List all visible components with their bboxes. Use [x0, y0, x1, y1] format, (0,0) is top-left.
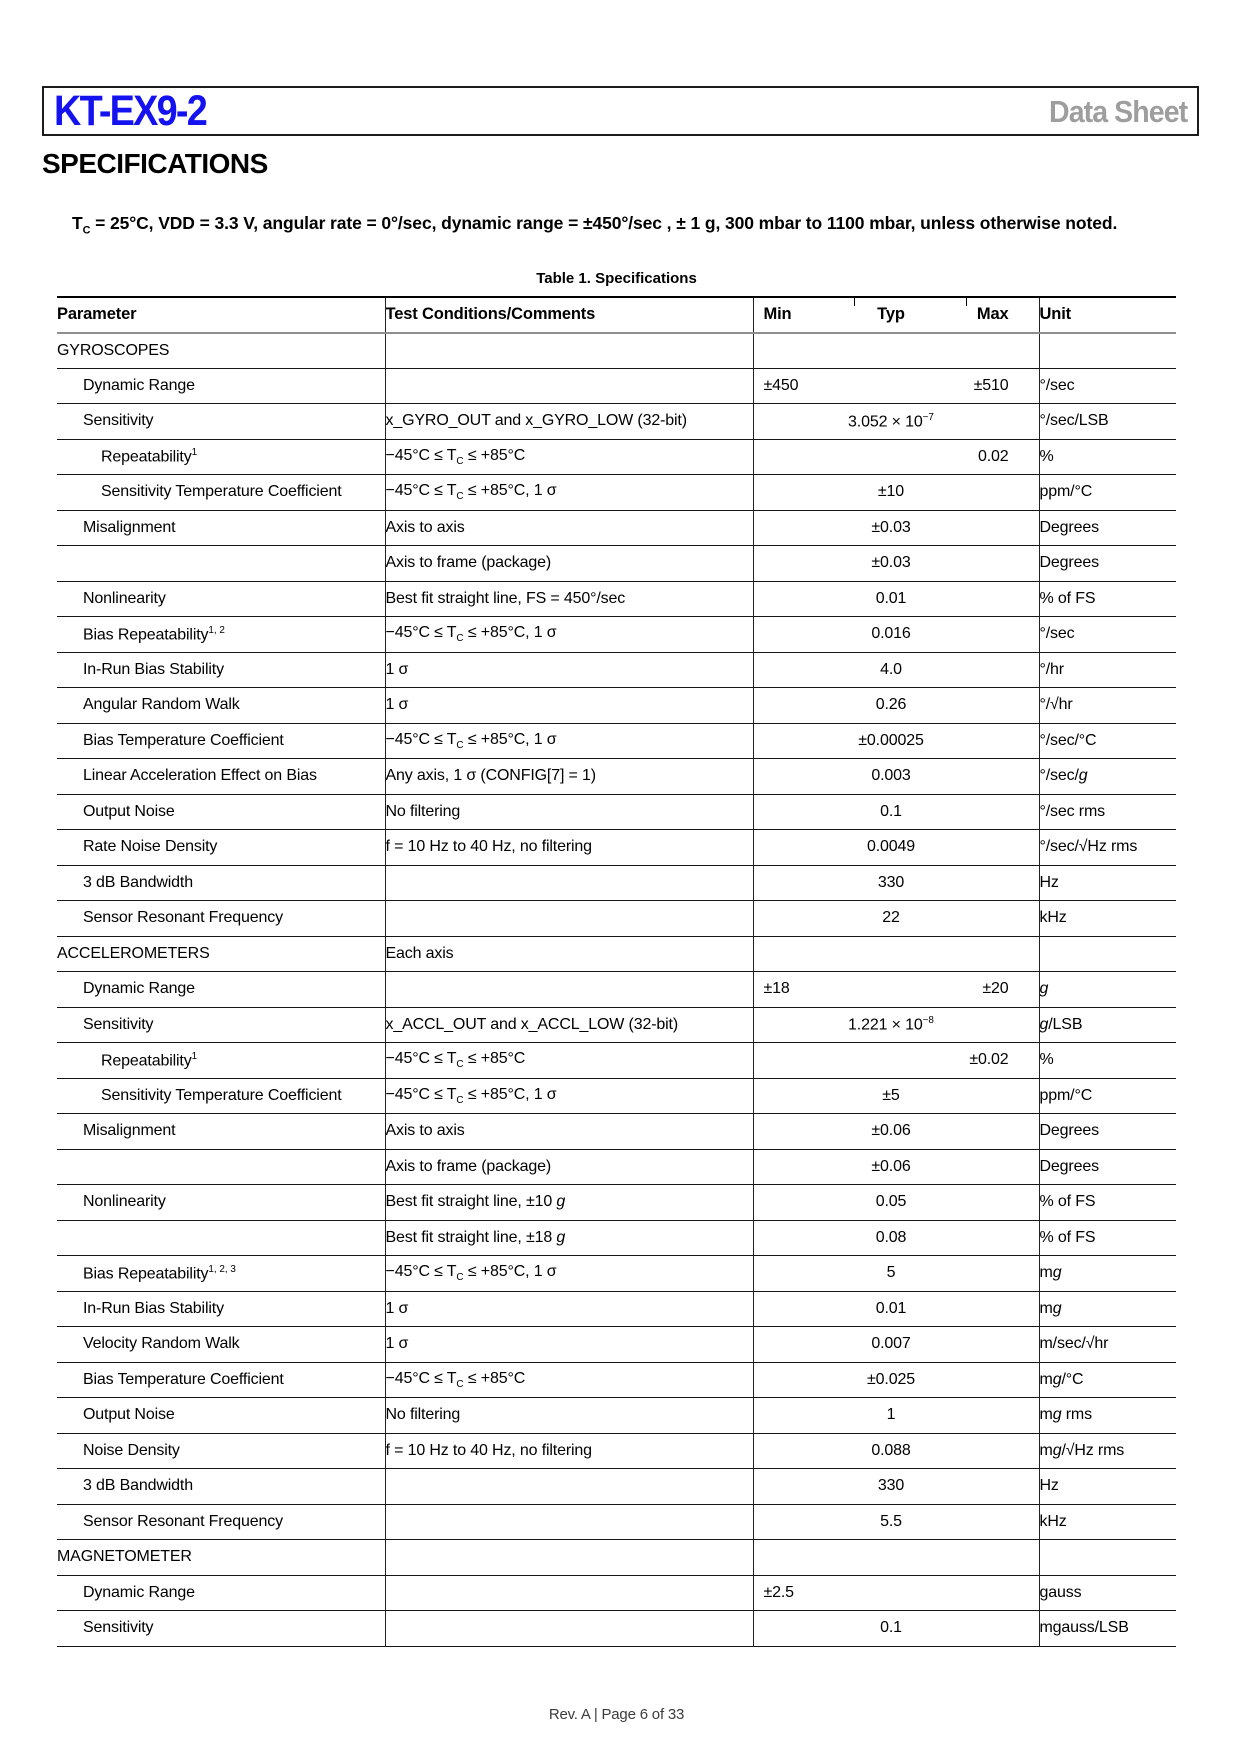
min-typ-max-cell [753, 368, 1039, 404]
spec-row [57, 723, 1176, 759]
min-typ-max-cell [753, 546, 1039, 582]
min-typ-max-cell [753, 794, 1039, 830]
spec-row [57, 901, 1176, 937]
unit-cell: ppm/°C [1039, 483, 1093, 501]
spec-row [57, 546, 1176, 582]
min-typ-max-cell [753, 1469, 1039, 1505]
typ-value: 330 [877, 1477, 905, 1495]
typ-value: 0.1 [880, 1619, 902, 1637]
typ-value: 0.088 [871, 1441, 911, 1459]
typ-value: 0.05 [875, 1193, 907, 1211]
unit-cell: Degrees [1039, 1122, 1099, 1140]
unit-cell: Degrees [1039, 518, 1099, 536]
parameter-cell: Misalignment [57, 510, 385, 546]
min-typ-max-cell [753, 1007, 1039, 1043]
unit-cell: mg [1039, 1299, 1062, 1317]
min-typ-max-cell [753, 1256, 1039, 1292]
unit-cell: kHz [1039, 909, 1067, 927]
unit-cell: Degrees [1039, 1157, 1099, 1175]
typ-value: 330 [877, 873, 905, 891]
parameter-cell: Sensitivity [57, 1007, 385, 1043]
parameter-cell: Bias Temperature Coefficient [57, 1362, 385, 1398]
min-typ-max-cell [753, 1575, 1039, 1611]
condition-cell: 1 σ [385, 652, 753, 688]
unit-cell: Hz [1039, 1477, 1059, 1495]
unit-cell [1039, 333, 1176, 369]
condition-cell: f = 10 Hz to 40 Hz, no filtering [385, 1433, 753, 1469]
typ-value: 4.0 [880, 660, 902, 678]
min-typ-max-cell [753, 1291, 1039, 1327]
typ-value: 0.016 [871, 625, 911, 643]
condition-cell: x_ACCL_OUT and x_ACCL_LOW (32-bit) [385, 1007, 753, 1043]
condition-cell [385, 865, 753, 901]
min-typ-max-cell [753, 1078, 1039, 1114]
spec-row [57, 1575, 1176, 1611]
min-typ-max-cell [753, 439, 1039, 475]
parameter-cell: 3 dB Bandwidth [57, 1469, 385, 1505]
unit-cell: % of FS [1039, 1228, 1096, 1246]
column-divider-tick [966, 298, 967, 306]
min-typ-max-cell [753, 830, 1039, 866]
typ-value: ±0.06 [871, 1122, 911, 1140]
typ-value: 0.08 [875, 1228, 907, 1246]
min-typ-max-cell [753, 759, 1039, 795]
page-title: SPECIFICATIONS [42, 148, 268, 179]
min-typ-max-cell [753, 1327, 1039, 1363]
min-value: ±2.5 [763, 1583, 794, 1601]
parameter-cell: Dynamic Range [57, 972, 385, 1008]
parameter-cell: Angular Random Walk [57, 688, 385, 724]
typ-value: 5 [886, 1264, 896, 1282]
min-typ-max-cell [753, 1220, 1039, 1256]
unit-cell: % [1039, 447, 1054, 465]
specifications-table [57, 296, 1176, 1647]
unit-cell: m/sec/√hr [1039, 1335, 1109, 1353]
condition-cell: $-45^\circ C \le T_C \le +85^\circ C$ [385, 1043, 753, 1079]
typ-value: ±10 [877, 483, 905, 501]
column-header-conditions: Test Conditions/Comments [385, 297, 753, 333]
unit-cell: °/sec/°C [1039, 731, 1097, 749]
table-title: Table 1. Specifications [536, 270, 697, 287]
spec-row [57, 759, 1176, 795]
parameter-cell: Sensitivity Temperature Coefficient [57, 475, 385, 511]
condition-cell: x_GYRO_OUT and x_GYRO_LOW (32-bit) [385, 404, 753, 440]
spec-row [57, 1433, 1176, 1469]
section-row [57, 936, 1176, 972]
unit-cell: °/sec [1039, 376, 1075, 394]
typ-value: 22 [882, 909, 900, 927]
condition-cell: Best fit straight line, ±10 g [385, 1185, 753, 1221]
section-row [57, 333, 1176, 369]
condition-cell [385, 972, 753, 1008]
max-value: ±0.02 [969, 1051, 1009, 1069]
typ-value: ±0.06 [871, 1157, 911, 1175]
parameter-cell [57, 546, 385, 582]
spec-row [57, 1007, 1176, 1043]
unit-cell: % of FS [1039, 1193, 1096, 1211]
spec-row [57, 1185, 1176, 1221]
unit-cell: gauss [1039, 1583, 1082, 1601]
typ-value: ±5 [882, 1086, 900, 1104]
spec-row [57, 1149, 1176, 1185]
min-typ-max-cell [753, 510, 1039, 546]
parameter-cell [57, 1149, 385, 1185]
spec-row [57, 404, 1176, 440]
condition-cell: Axis to axis [385, 510, 753, 546]
column-header-min-typ-max [753, 297, 1039, 333]
parameter-cell: Noise Density [57, 1433, 385, 1469]
condition-cell: 1 σ [385, 1291, 753, 1327]
parameter-cell: Bias Temperature Coefficient [57, 723, 385, 759]
min-typ-max-cell [753, 333, 1039, 369]
unit-cell: Hz [1039, 873, 1059, 891]
typ-value: 0.01 [875, 1299, 907, 1317]
min-typ-max-cell [753, 1114, 1039, 1150]
min-value: ±18 [763, 980, 790, 998]
spec-row [57, 794, 1176, 830]
parameter-cell: Nonlinearity [57, 581, 385, 617]
spec-row [57, 510, 1176, 546]
parameter-cell: Misalignment [57, 1114, 385, 1150]
table-header-row [57, 297, 1176, 333]
condition-cell: $-45^\circ C \le T_C \le +85^\circ C$, 1 σ [385, 723, 753, 759]
unit-cell: % of FS [1039, 589, 1096, 607]
parameter-cell: Sensitivity [57, 1611, 385, 1647]
test-conditions-note: $T_C = 25^\circ C$, VDD = 3.3 V, angular rate = 0°/sec, dynamic range = ±450°/sec , ± 1 g, 300 mbar to 1100 mbar, unless otherwise noted. [72, 213, 1118, 237]
column-header-max: Max [976, 305, 1009, 324]
min-typ-max-cell [753, 1362, 1039, 1398]
condition-cell: $-45^\circ C \le T_C \le +85^\circ C$, 1 σ [385, 617, 753, 653]
unit-cell: °/sec/g [1039, 767, 1088, 785]
column-divider-tick [854, 298, 855, 306]
unit-cell: °/sec [1039, 625, 1075, 643]
max-value: ±20 [982, 980, 1009, 998]
parameter-cell: Velocity Random Walk [57, 1327, 385, 1363]
condition-cell: $-45^\circ C \le T_C \le +85^\circ C$, 1 σ [385, 1256, 753, 1292]
condition-cell [385, 901, 753, 937]
section-label: MAGNETOMETER [57, 1540, 385, 1576]
unit-cell: Degrees [1039, 554, 1099, 572]
min-typ-max-cell [753, 617, 1039, 653]
condition-cell [385, 1575, 753, 1611]
typ-value: ±0.00025 [858, 731, 924, 749]
column-header-min: Min [763, 305, 792, 324]
condition-cell: f = 10 Hz to 40 Hz, no filtering [385, 830, 753, 866]
min-typ-max-cell [753, 1149, 1039, 1185]
parameter-cell: Output Noise [57, 794, 385, 830]
condition-cell [385, 1540, 753, 1576]
min-typ-max-cell [753, 475, 1039, 511]
spec-row [57, 581, 1176, 617]
max-value: 0.02 [977, 447, 1009, 465]
typ-value: ±0.03 [871, 554, 911, 572]
unit-cell: mgauss/LSB [1039, 1619, 1129, 1637]
parameter-cell: Sensor Resonant Frequency [57, 901, 385, 937]
min-typ-max-cell [753, 723, 1039, 759]
typ-value: $3.052 \times 10^{-7}$ [848, 411, 934, 430]
condition-cell: $-45^\circ C \le T_C \le +85^\circ C$ [385, 1362, 753, 1398]
spec-row [57, 688, 1176, 724]
typ-value: ±0.03 [871, 518, 911, 536]
parameter-cell: 3 dB Bandwidth [57, 865, 385, 901]
parameter-cell [57, 1220, 385, 1256]
spec-row [57, 1611, 1176, 1647]
doc-type-label: Data Sheet [1048, 93, 1187, 129]
min-value: ±450 [763, 376, 799, 394]
unit-cell: ppm/°C [1039, 1086, 1093, 1104]
min-typ-max-cell [753, 1185, 1039, 1221]
column-header-parameter: Parameter [57, 297, 385, 333]
section-row [57, 1540, 1176, 1576]
parameter-cell: Repeatability$^1$ [57, 1043, 385, 1079]
page-header [42, 86, 1199, 136]
condition-cell [385, 1611, 753, 1647]
spec-row [57, 1398, 1176, 1434]
typ-value: 0.01 [875, 589, 907, 607]
spec-row [57, 830, 1176, 866]
condition-cell: Best fit straight line, FS = 450°/sec [385, 581, 753, 617]
parameter-cell: Dynamic Range [57, 1575, 385, 1611]
spec-row [57, 652, 1176, 688]
spec-row [57, 1504, 1176, 1540]
condition-cell: 1 σ [385, 688, 753, 724]
min-typ-max-cell [753, 652, 1039, 688]
min-typ-max-cell [753, 688, 1039, 724]
condition-cell [385, 1469, 753, 1505]
parameter-cell: Linear Acceleration Effect on Bias [57, 759, 385, 795]
spec-row [57, 972, 1176, 1008]
typ-value: 5.5 [880, 1512, 902, 1530]
condition-cell: $-45^\circ C \le T_C \le +85^\circ C$, 1 σ [385, 1078, 753, 1114]
unit-cell: mg [1039, 1264, 1062, 1282]
min-typ-max-cell [753, 1433, 1039, 1469]
condition-cell: Each axis [385, 936, 753, 972]
parameter-cell: Sensitivity [57, 404, 385, 440]
condition-cell: $-45^\circ C \le T_C \le +85^\circ C$ [385, 439, 753, 475]
min-typ-max-cell [753, 1043, 1039, 1079]
parameter-cell: In-Run Bias Stability [57, 1291, 385, 1327]
condition-cell [385, 368, 753, 404]
min-typ-max-cell [753, 404, 1039, 440]
parameter-cell: Sensitivity Temperature Coefficient [57, 1078, 385, 1114]
unit-cell: g/LSB [1039, 1015, 1083, 1033]
condition-cell: No filtering [385, 794, 753, 830]
typ-value: 0.26 [875, 696, 907, 714]
unit-cell: °/hr [1039, 660, 1064, 678]
spec-row [57, 1327, 1176, 1363]
column-header-typ: Typ [877, 305, 905, 324]
condition-cell: Best fit straight line, ±18 g [385, 1220, 753, 1256]
min-typ-max-cell [753, 1611, 1039, 1647]
typ-value: $1.221 \times 10^{-8}$ [848, 1015, 934, 1034]
min-typ-max-cell [753, 865, 1039, 901]
product-title: KT-EX9-2 [54, 86, 207, 135]
unit-cell: °/√hr [1039, 696, 1073, 714]
typ-value: 1 [886, 1406, 896, 1424]
spec-row [57, 1114, 1176, 1150]
unit-cell: kHz [1039, 1512, 1067, 1530]
unit-cell: % [1039, 1051, 1054, 1069]
parameter-cell: Rate Noise Density [57, 830, 385, 866]
spec-row [57, 439, 1176, 475]
condition-cell: No filtering [385, 1398, 753, 1434]
column-header-unit: Unit [1039, 305, 1071, 324]
unit-cell [1039, 1540, 1176, 1576]
parameter-cell: Repeatability$^1$ [57, 439, 385, 475]
min-typ-max-cell [753, 1504, 1039, 1540]
spec-row [57, 1078, 1176, 1114]
typ-value: ±0.025 [867, 1370, 915, 1388]
unit-cell: °/sec rms [1039, 802, 1105, 820]
condition-cell: Axis to axis [385, 1114, 753, 1150]
unit-cell: mg rms [1039, 1406, 1092, 1424]
unit-cell: g [1039, 980, 1049, 998]
condition-cell [385, 333, 753, 369]
parameter-cell: Nonlinearity [57, 1185, 385, 1221]
section-label: ACCELEROMETERS [57, 936, 385, 972]
parameter-cell: Bias Repeatability$^{1, 2}$ [57, 617, 385, 653]
spec-row [57, 475, 1176, 511]
spec-row [57, 368, 1176, 404]
typ-value: 0.003 [871, 767, 911, 785]
max-value: ±510 [973, 376, 1009, 394]
unit-cell [1039, 936, 1176, 972]
condition-cell: Axis to frame (package) [385, 1149, 753, 1185]
typ-value: 0.0049 [866, 838, 916, 856]
spec-row [57, 1469, 1176, 1505]
unit-cell: mg/√Hz rms [1039, 1441, 1125, 1459]
spec-row [57, 1362, 1176, 1398]
min-typ-max-cell [753, 1540, 1039, 1576]
condition-cell [385, 1504, 753, 1540]
min-typ-max-cell [753, 972, 1039, 1008]
min-typ-max-cell [753, 936, 1039, 972]
spec-row [57, 1220, 1176, 1256]
spec-row [57, 617, 1176, 653]
spec-row [57, 1256, 1176, 1292]
typ-value: 0.1 [880, 802, 902, 820]
condition-cell: 1 σ [385, 1327, 753, 1363]
parameter-cell: Dynamic Range [57, 368, 385, 404]
unit-cell: mg/°C [1039, 1370, 1084, 1388]
unit-cell: °/sec/√Hz rms [1039, 838, 1138, 856]
unit-cell: °/sec/LSB [1039, 412, 1109, 430]
parameter-cell: In-Run Bias Stability [57, 652, 385, 688]
min-typ-max-cell [753, 1398, 1039, 1434]
section-label: GYROSCOPES [57, 333, 385, 369]
typ-value: 0.007 [871, 1335, 911, 1353]
spec-row [57, 865, 1176, 901]
spec-row [57, 1291, 1176, 1327]
condition-cell: $-45^\circ C \le T_C \le +85^\circ C$, 1 σ [385, 475, 753, 511]
page-footer: Rev. A | Page 6 of 33 [548, 1706, 685, 1723]
spec-row [57, 1043, 1176, 1079]
min-typ-max-cell [753, 901, 1039, 937]
min-typ-max-cell [753, 581, 1039, 617]
parameter-cell: Sensor Resonant Frequency [57, 1504, 385, 1540]
parameter-cell: Bias Repeatability$^{1, 2, 3}$ [57, 1256, 385, 1292]
parameter-cell: Output Noise [57, 1398, 385, 1434]
condition-cell: Axis to frame (package) [385, 546, 753, 582]
condition-cell: Any axis, 1 σ (CONFIG[7] = 1) [385, 759, 753, 795]
